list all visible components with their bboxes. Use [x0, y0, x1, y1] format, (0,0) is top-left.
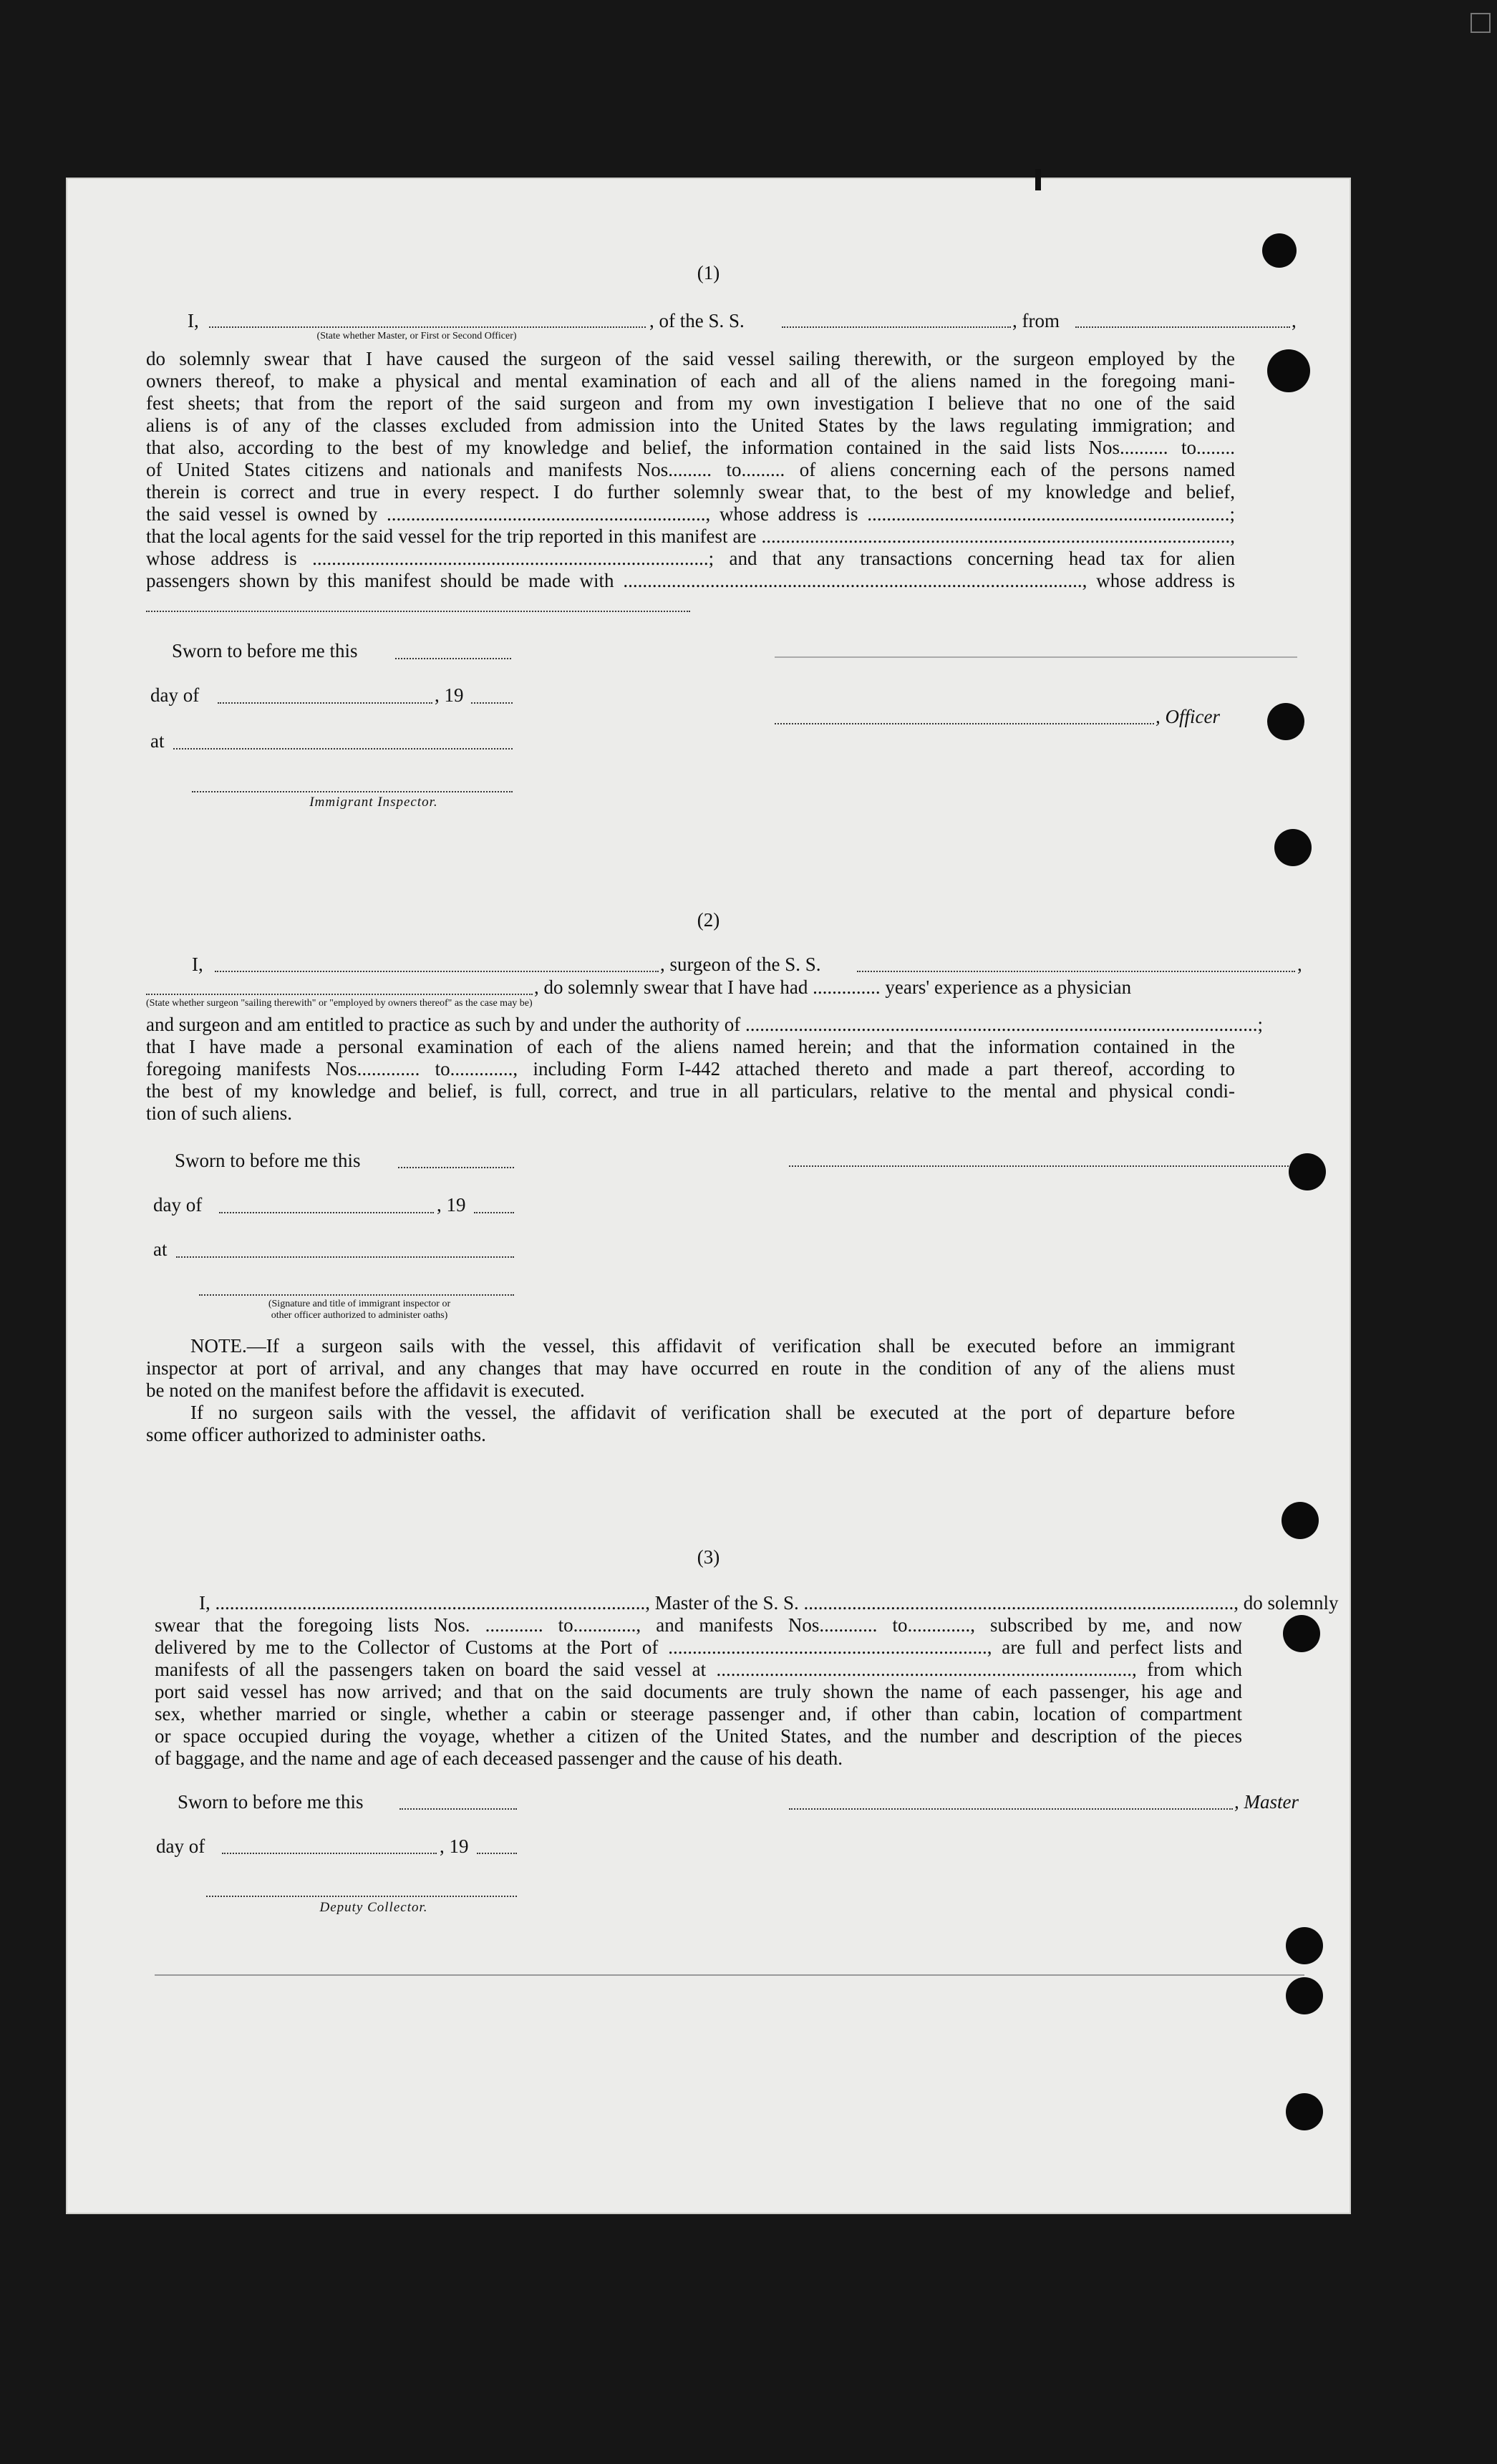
s2-para-line: tion of such aliens.: [146, 1102, 292, 1124]
punch-hole: [1286, 1927, 1323, 1964]
s3-master-signature-field[interactable]: [789, 1808, 1233, 1810]
s3-day-label: day of: [156, 1835, 205, 1857]
s1-master-name-field[interactable]: [209, 326, 646, 328]
s2-surgeon-name-field[interactable]: [215, 971, 659, 972]
top-edge-mark: [1035, 169, 1041, 190]
punch-hole: [1262, 233, 1297, 268]
manifest-back-page: [66, 178, 1351, 2214]
s2-note-line: NOTE.—If a surgeon sails with the vessel, this affidavit of verification shall be executed before an immigrant: [190, 1335, 1235, 1357]
s2-caption: (State whether surgeon "sailing therewith" or "employed by owners thereof" as the case may be): [146, 998, 533, 1009]
s1-officer-field[interactable]: [775, 723, 1154, 724]
s3-para-line: sex, whether married or single, whether a cabin or steerage passenger and, if other than cabin, location of compartment: [155, 1703, 1242, 1725]
section-2-number: (2): [697, 909, 720, 931]
s2-inspector-signature-field[interactable]: [199, 1294, 514, 1296]
punch-hole: [1286, 2093, 1323, 2130]
s2-day-field[interactable]: [219, 1212, 434, 1213]
s2-day-label: day of: [153, 1194, 203, 1216]
s1-inspector-signature-field[interactable]: [192, 791, 513, 792]
s1-address-continuation-field[interactable]: [146, 611, 690, 612]
s1-year-field[interactable]: [471, 702, 513, 704]
s2-note-line: some officer authorized to administer oaths.: [146, 1424, 486, 1445]
s1-para-line: aliens is of any of the classes excluded from admission into the United States by the laws regulating immigration; and: [146, 414, 1235, 436]
s2-i-label: I,: [192, 954, 203, 975]
punch-hole: [1283, 1615, 1320, 1652]
s1-year-label: , 19: [435, 684, 464, 706]
s2-signature-field[interactable]: [789, 1165, 1297, 1167]
s1-inspector-label: Immigrant Inspector.: [309, 795, 438, 810]
s1-para-line: owners thereof, to make a physical and mental examination of each and all of the aliens named in the foregoing mani-: [146, 370, 1235, 392]
s1-ship-name-field[interactable]: [782, 326, 1011, 328]
frame-corner-mark: [1471, 13, 1491, 33]
s1-from-label: , from: [1012, 310, 1060, 331]
s3-para-line: swear that the foregoing lists Nos. ............ to............., and manifests Nos............ to............., subscribed by me, and now: [155, 1614, 1242, 1636]
s2-ship-label: , surgeon of the S. S.: [660, 954, 821, 975]
punch-hole: [1274, 829, 1312, 866]
s2-ship-name-field[interactable]: [857, 971, 1295, 972]
bottom-rule: [155, 1974, 1304, 1976]
s1-day-label: day of: [150, 684, 200, 706]
s1-para-line: whose address is ..................................................................................; and that any transactions concerning head tax for alien: [146, 548, 1235, 569]
s2-sig-caption: (Signature and title of immigrant inspector or: [268, 1299, 451, 1309]
s1-line1-end: ,: [1292, 310, 1297, 331]
s3-para-line: port said vessel has now arrived; and that on the said documents are truly shown the name of each passenger, his age and: [155, 1681, 1242, 1702]
s1-at-label: at: [150, 730, 165, 752]
s1-at-field[interactable]: [173, 748, 513, 750]
s1-para-line: fest sheets; that from the report of the said surgeon and from my own investigation I believe that no one of the said: [146, 392, 1235, 414]
s2-para-line: and surgeon and am entitled to practice as such by and under the authority of ..........................................................................................................;: [146, 1014, 1264, 1035]
punch-hole: [1267, 349, 1310, 392]
s1-officer-label: , Officer: [1156, 706, 1220, 727]
s1-signature-line[interactable]: [775, 656, 1297, 658]
s3-sworn-label: Sworn to before me this: [178, 1791, 364, 1813]
s3-para-line: I, ........................................................................................., Master of the S. S. ........................................................................................., do solemnly: [199, 1592, 1339, 1614]
s2-line2: , do solemnly swear that I have had .............. years' experience as a physician: [534, 976, 1132, 998]
s1-sworn-label: Sworn to before me this: [172, 640, 358, 661]
s2-para-line: that I have made a personal examination of each of the aliens named herein; and that the information contained in the: [146, 1036, 1235, 1057]
s1-caption: (State whether Master, or First or Second Officer): [316, 331, 517, 341]
s3-master-label: , Master: [1234, 1791, 1299, 1813]
s1-para-line: that also, according to the best of my knowledge and belief, the information contained in the said lists Nos.......... to........: [146, 437, 1235, 458]
s2-sworn-label: Sworn to before me this: [175, 1150, 361, 1171]
s2-sig-caption: other officer authorized to administer oaths): [271, 1310, 448, 1321]
s3-collector-signature-field[interactable]: [206, 1896, 517, 1897]
s1-i-label: I,: [188, 310, 199, 331]
s2-surgeon-type-field[interactable]: [146, 994, 533, 995]
s1-para-line: passengers shown by this manifest should be made with ..............................................................................................., whose address is: [146, 570, 1235, 591]
s2-at-label: at: [153, 1238, 168, 1260]
s2-year-field[interactable]: [474, 1212, 514, 1213]
s3-collector-label: Deputy Collector.: [319, 1900, 428, 1915]
s2-sworn-date-field[interactable]: [398, 1167, 514, 1168]
s1-day-field[interactable]: [218, 702, 432, 704]
s1-para-line: therein is correct and true in every respect. I do further solemnly swear that, to the best of my knowledge and belief,: [146, 481, 1235, 503]
s1-para-line: that the local agents for the said vessel for the trip reported in this manifest are .................................................................................................,: [146, 525, 1235, 547]
punch-hole: [1286, 1977, 1323, 2014]
s1-para-line: of United States citizens and nationals and manifests Nos......... to......... of aliens concerning each of the persons named: [146, 459, 1235, 480]
s2-note-line: If no surgeon sails with the vessel, the affidavit of verification shall be executed at the port of departure before: [190, 1402, 1235, 1423]
s2-line1-end: ,: [1297, 954, 1302, 975]
s3-day-field[interactable]: [222, 1853, 437, 1854]
s1-para-line: the said vessel is owned by .................................................................., whose address is ...........................................................................;: [146, 503, 1235, 525]
s3-para-line: or space occupied during the voyage, whether a citizen of the United States, and the number and description of the pieces: [155, 1725, 1242, 1747]
s2-note-line: be noted on the manifest before the affidavit is executed.: [146, 1379, 585, 1401]
s1-ship-label: , of the S. S.: [649, 310, 745, 331]
s2-para-line: foregoing manifests Nos............. to............., including Form I-442 attached thereto and made a part thereof, according to: [146, 1058, 1235, 1080]
s3-para-line: of baggage, and the name and age of each deceased passenger and the cause of his death.: [155, 1747, 843, 1769]
section-3-number: (3): [697, 1546, 720, 1568]
s2-para-line: the best of my knowledge and belief, is full, correct, and true in all particulars, relative to the mental and physical condi-: [146, 1080, 1235, 1102]
s3-para-line: manifests of all the passengers taken on board the said vessel at ......................................................................................, from which: [155, 1659, 1242, 1680]
s1-para-line: do solemnly swear that I have caused the surgeon of the said vessel sailing therewith, or the surgeon employed by the: [146, 348, 1235, 369]
punch-hole: [1282, 1502, 1319, 1539]
s3-year-label: , 19: [440, 1835, 469, 1857]
section-1-number: (1): [697, 262, 720, 283]
s2-year-label: , 19: [437, 1194, 466, 1216]
s2-at-field[interactable]: [176, 1256, 514, 1258]
s2-note-line: inspector at port of arrival, and any changes that may have occurred en route in the condition of any of the aliens must: [146, 1357, 1235, 1379]
punch-hole: [1289, 1153, 1326, 1190]
punch-hole: [1267, 703, 1304, 740]
s1-from-field[interactable]: [1075, 326, 1290, 328]
s3-sworn-date-field[interactable]: [399, 1808, 517, 1810]
s1-sworn-date-field[interactable]: [395, 658, 511, 659]
s3-para-line: delivered by me to the Collector of Customs at the Port of .................................................................., are full and perfect lists and: [155, 1636, 1242, 1658]
s3-year-field[interactable]: [477, 1853, 517, 1854]
